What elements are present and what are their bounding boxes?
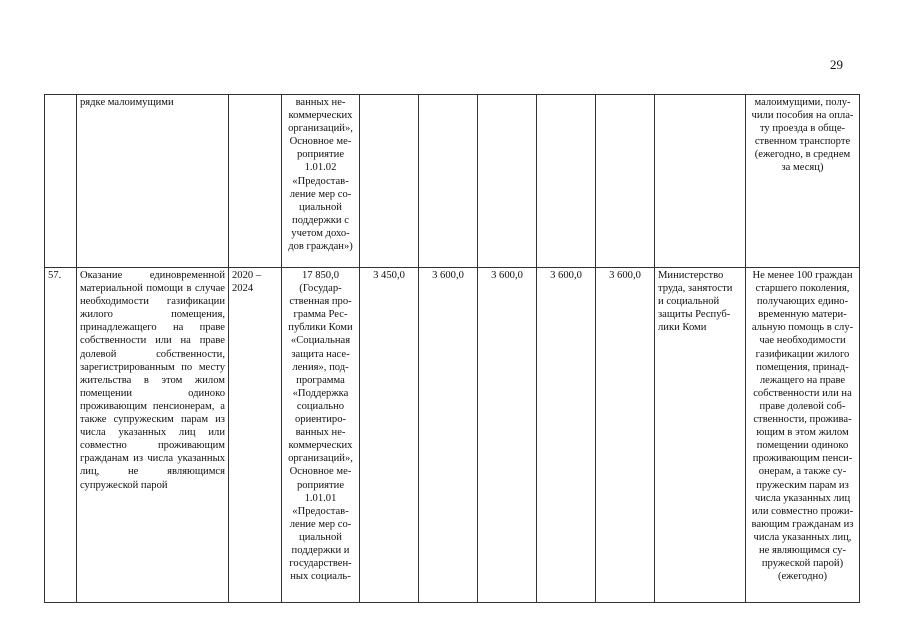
responsible-cell: Министерство труда, занятости и социальной защиты Респуб- лики Коми xyxy=(655,268,746,603)
measures-table xyxy=(44,94,860,603)
event-cell: рядке малоимущими xyxy=(77,95,229,268)
year-2023-cell: 3 600,0 xyxy=(537,268,596,603)
year-2022-cell xyxy=(478,95,537,268)
page-number: 29 xyxy=(830,57,843,72)
year-2022-cell: 3 600,0 xyxy=(478,268,537,603)
year-2024-cell xyxy=(596,95,655,268)
year-2020-cell xyxy=(360,95,419,268)
term-cell xyxy=(229,95,282,268)
table-row xyxy=(45,268,860,603)
responsible-cell xyxy=(655,95,746,268)
indicator-cell: Не менее 100 граждан старшего поколения, получающих едино- временную матери- альную помощь в слу- чае необходимости газификации жилого помещения, принад- лежащего на праве собственности или на праве долевой соб- ственности, прожива- ющим в этом жилом помещении одиноко проживающим пенси- онерам, а также су- пружеским парам из числа указанных лиц или совместно прожи- вающим гражданам из числа указанных лиц, не являющимся су- пружеской парой) (ежегодно) xyxy=(746,268,860,603)
financing-cell: ванных не- коммерческих организаций», Основное ме- роприятие 1.01.02 «Предостав- ление мер со- циальной поддержки с учетом дохо- дов граждан») xyxy=(282,95,360,268)
event-cell: Оказание единовременной материальной помощи в случае необходимости газификации жилого помещения, принадлежащего на праве собственности или на праве долевой собственности, зарегистрированным по месту жительства в этом жилом помещении одиноко проживающим пенсионерам, а также супружеским парам из числа указанных лиц или совместно проживающим гражданам из числа указанных лиц, не являющимся супружеской парой xyxy=(77,268,229,603)
row-number-cell: 57. xyxy=(45,268,77,603)
year-2021-cell xyxy=(419,95,478,268)
row-number-cell xyxy=(45,95,77,268)
year-2021-cell: 3 600,0 xyxy=(419,268,478,603)
indicator-cell: малоимущими, полу- чили пособия на опла- ту проезда в обще- ственном транспорте (ежегодно, в среднем за месяц) xyxy=(746,95,860,268)
table-row xyxy=(45,95,860,268)
year-2024-cell: 3 600,0 xyxy=(596,268,655,603)
year-2020-cell: 3 450,0 xyxy=(360,268,419,603)
financing-cell: 17 850,0 (Государ- ственная про- грамма Рес- публики Коми «Социальная защита насе- ления», под- программа «Поддержка социально ориентиро- ванных не- коммерческих организаций», Основное ме- роприятие 1.01.01 «Предостав- ление мер со- циальной поддержки и государствен- ных социаль- xyxy=(282,268,360,603)
year-2023-cell xyxy=(537,95,596,268)
term-cell: 2020 – 2024 xyxy=(229,268,282,603)
